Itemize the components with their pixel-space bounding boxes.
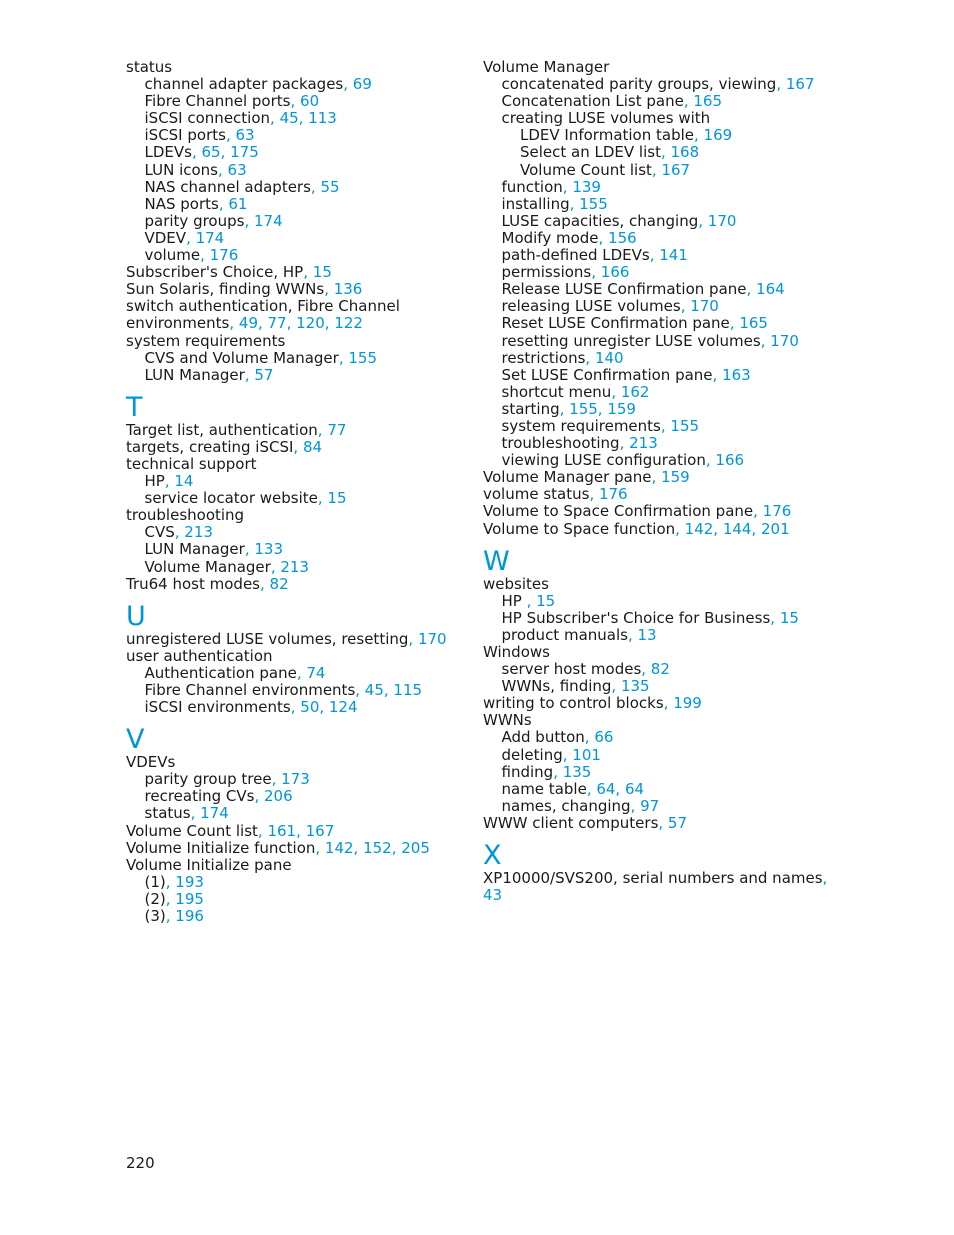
index-term: environments <box>126 314 230 333</box>
page-reference-link[interactable]: , 176 <box>200 246 239 265</box>
page-reference-link[interactable]: , 173 <box>271 770 310 789</box>
index-term: Concatenation List pane <box>501 92 684 111</box>
page-reference-link[interactable]: , 213 <box>174 523 213 542</box>
page-reference-link[interactable]: , 163 <box>712 365 751 384</box>
index-entry <box>483 59 823 76</box>
page-reference-link[interactable]: , 13 <box>627 625 657 644</box>
index-term: CVS and Volume Manager <box>144 348 339 367</box>
index-term: HP Subscriber's Choice for Business <box>501 608 771 627</box>
page-reference-link[interactable]: , 155 <box>338 348 377 367</box>
index-subentry <box>126 350 456 367</box>
index-term: deleting <box>501 745 563 764</box>
index-term: Volume Initialize pane <box>126 855 292 874</box>
page-reference-link[interactable]: , 155 <box>660 416 700 435</box>
index-subentry <box>483 281 823 298</box>
index-subentry <box>483 127 823 144</box>
index-subentry <box>126 541 456 558</box>
index-term: Volume Initialize function <box>126 838 316 857</box>
index-entry <box>483 869 828 888</box>
index-term: volume <box>144 246 201 265</box>
index-term: LDEV Information table <box>520 126 695 145</box>
index-subentry <box>483 162 823 179</box>
index-term: path-defined LDEVs <box>501 246 650 265</box>
index-term: name table <box>501 779 587 798</box>
index-term: Fibre Channel environments <box>144 681 356 699</box>
index-subentry <box>483 627 823 644</box>
page-reference-link[interactable]: , 74 <box>296 663 326 682</box>
index-column-left <box>126 59 456 925</box>
index-term: unregistered LUSE volumes, resetting <box>126 629 409 648</box>
index-subentry <box>126 805 456 822</box>
index-entry <box>483 815 823 832</box>
index-entry <box>126 281 456 298</box>
page-reference-link[interactable]: , 82 <box>260 574 289 593</box>
index-term: parity group tree <box>144 770 272 789</box>
index-term: creating LUSE volumes with <box>501 109 711 128</box>
index-subentry <box>126 874 456 891</box>
index-subentry <box>126 665 456 682</box>
index-term: troubleshooting <box>501 434 620 453</box>
page-reference-link[interactable]: , 135 <box>611 677 650 696</box>
index-entry <box>126 439 456 456</box>
index-subentry <box>483 298 823 315</box>
index-term: LUSE capacities, changing <box>501 211 699 230</box>
page-reference-link[interactable]: , 174 <box>190 804 229 823</box>
index-subentry <box>483 593 823 610</box>
page-reference-link[interactable]: , 193 <box>165 872 204 891</box>
index-term: product manuals <box>501 625 628 644</box>
index-term: WWNs <box>483 711 532 730</box>
index-term: LUN icons <box>144 160 218 179</box>
index-term: shortcut menu <box>501 382 612 401</box>
index-term: Volume to Space function <box>483 519 676 538</box>
page-reference-link[interactable]: , <box>822 869 828 888</box>
page-reference-link[interactable]: , 142, 144, 201 <box>675 519 790 538</box>
index-term: Sun Solaris, finding WWNs <box>126 280 325 299</box>
index-letter-heading: U <box>126 600 146 632</box>
index-subentry <box>483 435 823 452</box>
index-term: switch authentication, Fibre Channel <box>126 297 400 316</box>
index-term: LUN Manager <box>144 540 245 559</box>
page-reference-link[interactable]: , 159 <box>651 468 690 487</box>
page-reference-link[interactable]: , 136 <box>324 280 363 299</box>
index-term: LUN Manager <box>144 365 245 384</box>
index-subentry <box>483 230 823 247</box>
index-term: writing to control blocks <box>483 694 664 713</box>
index-column-right <box>483 58 828 905</box>
page-reference-link[interactable]: , 167 <box>776 75 815 94</box>
index-term: targets, creating iSCSI <box>126 437 294 456</box>
page-reference-link[interactable]: , 135 <box>553 762 592 781</box>
index-subentry <box>126 699 456 716</box>
index-entry <box>126 264 456 281</box>
page-reference-link[interactable]: , 213 <box>270 557 309 576</box>
index-entry <box>483 712 823 729</box>
index-subentry <box>483 678 823 695</box>
index-term: iSCSI environments <box>144 698 291 717</box>
index-term: names, changing <box>501 796 631 815</box>
index-subentry <box>483 401 823 418</box>
index-subentry <box>483 247 823 264</box>
index-entry <box>126 333 456 350</box>
index-term: Select an LDEV list <box>520 143 661 162</box>
page-reference-link[interactable]: , 213 <box>619 434 658 453</box>
index-subentry <box>126 367 456 384</box>
index-subentry <box>126 771 456 788</box>
index-subentry <box>126 247 456 264</box>
page-reference-link[interactable]: , 55 <box>310 177 340 196</box>
index-term: iSCSI ports <box>144 126 226 145</box>
index-entry <box>126 59 456 76</box>
page-reference-link[interactable]: , 66 <box>584 728 614 747</box>
page-reference-link[interactable]: , 196 <box>165 907 204 926</box>
index-subentry <box>126 179 456 196</box>
index-entry <box>126 298 456 315</box>
index-entry <box>483 644 823 661</box>
index-term: volume status <box>483 485 590 504</box>
index-subentry <box>483 747 823 764</box>
page-reference-link[interactable]: , 63 <box>225 126 255 145</box>
page-reference-link[interactable]: , 141 <box>649 246 688 265</box>
page-reference-link[interactable]: , 166 <box>705 451 745 470</box>
page-reference-link[interactable]: , 164 <box>746 280 785 299</box>
index-subentry <box>483 764 823 781</box>
page-reference-link[interactable]: , 15 <box>526 591 556 610</box>
page-reference-link[interactable]: , 170 <box>680 297 719 316</box>
index-term: resetting unregister LUSE volumes <box>501 331 761 350</box>
index-term: permissions <box>501 263 592 282</box>
page-reference-link[interactable]: , 69 <box>343 75 372 94</box>
index-term: Volume Manager pane <box>483 468 652 487</box>
page-reference-link[interactable]: , 155, 159 <box>559 399 636 418</box>
index-subentry <box>126 76 456 93</box>
index-entry <box>483 576 823 593</box>
page-reference-link[interactable]: , 133 <box>244 540 283 559</box>
index-term: Windows <box>483 643 550 661</box>
page-reference-link[interactable]: , 161, 167 <box>257 821 335 840</box>
page-reference-link[interactable]: , 174 <box>186 228 225 247</box>
index-letter-heading: T <box>126 391 143 423</box>
index-subentry <box>126 908 456 925</box>
page-reference-link[interactable]: , 139 <box>562 177 601 196</box>
page-reference-link[interactable]: , 165 <box>729 314 768 333</box>
page-reference-link[interactable]: , 166 <box>591 263 630 282</box>
page-reference-link[interactable]: , 15 <box>770 608 799 627</box>
page-reference-link[interactable]: , 199 <box>663 694 702 713</box>
index-term: troubleshooting <box>126 506 245 525</box>
page-reference-link[interactable]: , 82 <box>641 660 670 679</box>
page-reference-link[interactable]: , 57 <box>244 365 274 384</box>
index-subentry <box>483 610 823 627</box>
page-reference-link[interactable]: , 49, 77, 120, 122 <box>229 314 363 333</box>
page-reference-link[interactable]: , 140 <box>585 348 624 367</box>
index-term: Volume to Space Confirmation pane <box>483 502 754 521</box>
index-term: Volume Count list <box>126 821 258 840</box>
index-term: (3) <box>144 907 166 926</box>
index-entry <box>126 840 456 857</box>
index-subentry <box>483 452 823 469</box>
page-reference-link[interactable]: , 101 <box>562 745 601 764</box>
index-entry <box>126 648 456 665</box>
index-entry <box>126 315 456 332</box>
page-number: 220 <box>126 1154 155 1172</box>
page-reference-link[interactable]: , 97 <box>630 796 660 815</box>
index-subentry <box>126 127 456 144</box>
index-term: HP <box>144 472 165 491</box>
index-term: Subscriber's Choice, HP <box>126 263 304 282</box>
page-reference-link[interactable]: , 206 <box>254 787 293 806</box>
index-subentry <box>483 196 823 213</box>
page-reference-link[interactable]: , 60 <box>290 92 320 111</box>
page-reference-link[interactable]: , 195 <box>165 889 204 908</box>
index-entry <box>483 521 823 538</box>
index-term: recreating CVs <box>144 787 255 806</box>
index-term: status <box>144 804 191 823</box>
index-term: LDEVs <box>144 143 192 162</box>
page-reference-link[interactable]: , 168 <box>660 143 700 162</box>
index-term: parity groups <box>144 211 245 230</box>
page-reference-link[interactable]: , 77 <box>317 420 347 439</box>
index-term: CVS <box>144 523 175 542</box>
index-term: Target list, authentication <box>126 420 318 439</box>
index-term: VDEVs <box>126 753 176 772</box>
page-reference-link[interactable]: , 61 <box>218 194 248 213</box>
page-reference-link[interactable]: , 170 <box>698 211 737 230</box>
index-subentry <box>483 93 823 110</box>
index-term: viewing LUSE configuration <box>501 451 706 470</box>
page-reference-link[interactable]: , 45, 113 <box>270 109 337 128</box>
index-subentry <box>483 384 823 401</box>
index-subentry <box>126 144 456 161</box>
index-subentry <box>483 213 823 230</box>
page-reference-link[interactable]: , 57 <box>658 813 688 832</box>
index-term: function <box>501 177 563 196</box>
page-reference-link[interactable]: , 155 <box>569 194 608 213</box>
page-reference-link[interactable]: , 167 <box>651 160 691 179</box>
index-term: system requirements <box>126 331 286 350</box>
index-subentry <box>483 798 823 815</box>
page-reference-link[interactable]: , 14 <box>164 472 194 491</box>
page-reference-link[interactable]: , 64, 64 <box>586 779 645 798</box>
index-term: technical support <box>126 454 257 473</box>
index-entry <box>126 507 456 524</box>
index-subentry <box>126 788 456 805</box>
index-term: status <box>126 58 173 76</box>
index-entry <box>126 631 456 648</box>
page-reference-link[interactable]: , 162 <box>611 382 650 401</box>
index-entry <box>126 422 456 439</box>
index-subentry <box>483 333 823 350</box>
index-term: channel adapter packages <box>144 75 344 94</box>
page-reference-link[interactable]: , 65, 175 <box>191 143 259 162</box>
index-subentry <box>126 682 456 699</box>
index-term: Set LUSE Confirmation pane <box>501 365 713 384</box>
index-subentry <box>126 110 456 127</box>
index-term: Volume Count list <box>520 160 652 179</box>
index-subentry <box>126 196 456 213</box>
page-reference-link[interactable]: , 176 <box>753 502 792 521</box>
index-entry <box>126 857 456 874</box>
page-reference-link[interactable]: , 156 <box>598 228 637 247</box>
index-entry <box>126 823 456 840</box>
index-subentry <box>483 418 823 435</box>
page-reference-link[interactable]: , 15 <box>317 489 347 508</box>
index-subentry <box>126 490 456 507</box>
index-term: server host modes <box>501 660 642 679</box>
index-term: Release LUSE Confirmation pane <box>501 280 747 299</box>
index-term: releasing LUSE volumes <box>501 297 681 316</box>
index-subentry <box>483 661 823 678</box>
index-term: Modify mode <box>501 228 599 247</box>
page-reference-link[interactable]: , 50, 124 <box>290 698 358 717</box>
page-reference-link[interactable]: , 174 <box>244 211 283 230</box>
page-reference-link[interactable]: , 176 <box>589 485 628 504</box>
index-term: XP10000/SVS200, serial numbers and names <box>483 869 823 888</box>
index-subentry <box>126 230 456 247</box>
index-entry <box>483 486 823 503</box>
index-term: finding <box>501 762 554 781</box>
index-subentry <box>126 524 456 541</box>
index-term: WWW client computers <box>483 813 659 832</box>
index-term: concatenated parity groups, viewing <box>501 75 777 94</box>
index-subentry <box>126 162 456 179</box>
index-term: Volume Manager <box>144 557 271 576</box>
index-term: service locator website <box>144 489 318 508</box>
index-term: NAS ports <box>144 194 219 213</box>
page-reference-link[interactable]: 43 <box>483 886 503 905</box>
index-term: HP <box>501 591 527 610</box>
index-entry <box>126 456 456 473</box>
index-term: websites <box>483 574 549 593</box>
index-term: Authentication pane <box>144 663 297 682</box>
index-term: iSCSI connection <box>144 109 271 128</box>
index-term: (1) <box>144 872 166 891</box>
index-subentry <box>483 350 823 367</box>
index-subentry <box>126 559 456 576</box>
index-subentry <box>483 179 823 196</box>
index-subentry <box>126 891 456 908</box>
index-subentry <box>126 93 456 110</box>
index-subentry <box>126 473 456 490</box>
page-reference-link[interactable]: , 63 <box>218 160 247 179</box>
index-subentry <box>126 213 456 230</box>
index-entry <box>126 576 456 593</box>
index-term: Add button <box>501 728 585 747</box>
index-term: (2) <box>144 889 166 908</box>
index-term: system requirements <box>501 416 661 435</box>
index-term: WWNs, finding <box>501 677 612 696</box>
index-term: Tru64 host modes <box>126 574 260 593</box>
index-term: user authentication <box>126 646 273 665</box>
page-reference-link[interactable]: , 45, 115 <box>355 681 423 699</box>
index-subentry <box>483 315 823 332</box>
index-term: Reset LUSE Confirmation pane <box>501 314 730 333</box>
index-subentry <box>483 76 823 93</box>
index-letter-heading: W <box>483 545 510 577</box>
index-subentry <box>483 729 823 746</box>
index-subentry <box>483 144 823 161</box>
index-entry <box>483 503 823 520</box>
index-term: installing <box>501 194 570 213</box>
index-entry <box>483 887 823 904</box>
index-term: restrictions <box>501 348 586 367</box>
index-subentry <box>483 781 823 798</box>
index-entry <box>483 695 823 712</box>
index-term: starting <box>501 399 560 418</box>
index-subentry <box>483 110 823 127</box>
index-term: NAS channel adapters <box>144 177 311 196</box>
page-reference-link[interactable]: , 15 <box>303 263 332 282</box>
index-term: Fibre Channel ports <box>144 92 291 111</box>
index-letter-heading: X <box>483 840 502 872</box>
page-reference-link[interactable]: , 169 <box>694 126 733 145</box>
index-entry <box>126 754 456 771</box>
index-subentry <box>483 367 823 384</box>
index-term: VDEV <box>144 228 187 247</box>
index-subentry <box>483 264 823 281</box>
index-entry <box>483 469 823 486</box>
index-term: Volume Manager <box>483 58 610 76</box>
index-letter-heading: V <box>126 724 145 756</box>
page-reference-link[interactable]: , 170 <box>760 331 799 350</box>
page-reference-link[interactable]: , 165 <box>683 92 723 111</box>
page-reference-link[interactable]: , 142, 152, 205 <box>315 838 430 857</box>
page-reference-link[interactable]: , 170 <box>408 629 447 648</box>
page-reference-link[interactable]: , 84 <box>293 437 323 456</box>
